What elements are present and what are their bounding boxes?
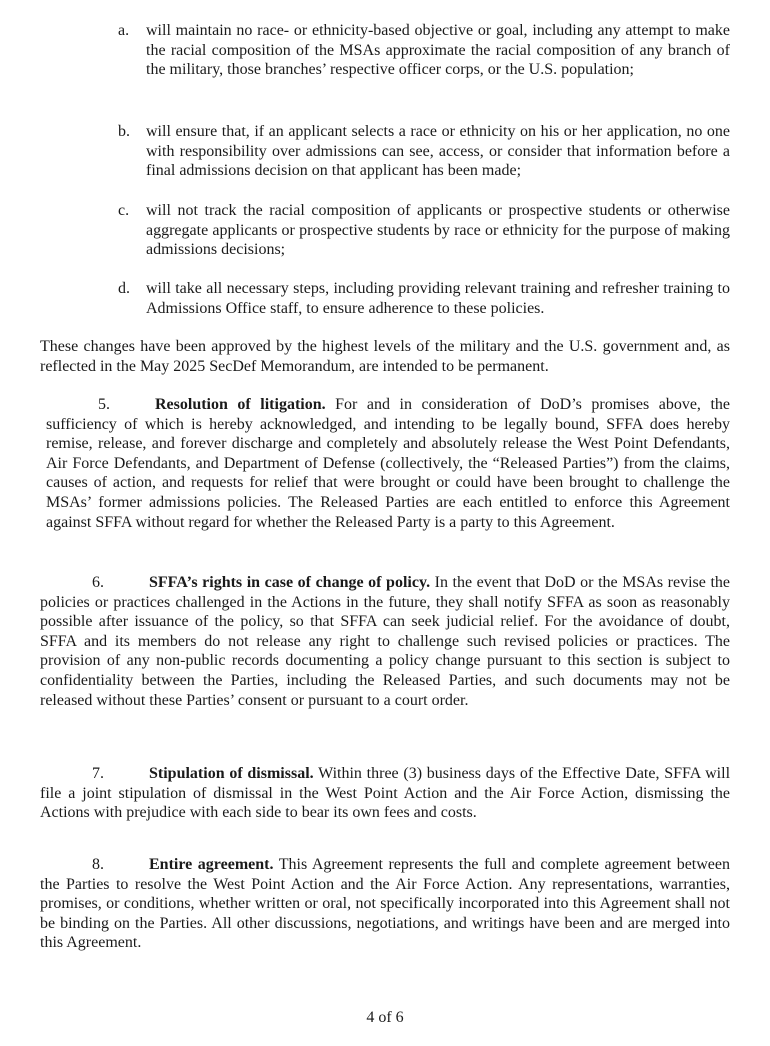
section-heading: Stipulation of dismissal.	[149, 765, 314, 782]
section-5	[46, 395, 730, 532]
list-item-c	[118, 201, 730, 260]
section-8	[40, 855, 730, 953]
list-item-b	[118, 122, 730, 181]
list-marker: a.	[118, 22, 130, 39]
section-heading: Resolution of litigation.	[155, 396, 326, 413]
section-number: 7.	[92, 765, 104, 782]
section-body: This Agreement represents the full and complete agreement between the Parties to resolve the West Point Action and the Air Force Action. Any representations, warranties, promises, or conditions, whether written or oral, not specifically incorporated into this Agreement shall not be binding on the Parties. All other discussions, negotiations, and writings have been and are merged into this Agreement.	[40, 856, 731, 952]
section-7	[40, 764, 730, 823]
section-6	[40, 573, 730, 710]
section-heading: SFFA’s rights in case of change of policy.	[149, 574, 431, 591]
list-marker: c.	[118, 202, 130, 219]
list-item-a	[118, 21, 730, 80]
list-item-text: will maintain no race- or ethnicity-based objective or goal, including any attempt to make the racial composition of the MSAs approximate the racial composition of any branch of the military, those branches’ respective officer corps, or the U.S. population;	[146, 22, 730, 79]
list-marker: d.	[118, 280, 130, 297]
section-number: 5.	[98, 396, 110, 413]
closing-paragraph: These changes have been approved by the highest levels of the military and the U.S. government and, as reflected in the May 2025 SecDef Memorandum, are intended to be permanent.	[40, 338, 730, 375]
list-item-text: will ensure that, if an applicant selects a race or ethnicity on his or her application, no one with responsibility over admissions can see, access, or consider that information before a final admissions decision on that applicant has been made;	[146, 123, 730, 180]
section-number: 6.	[92, 574, 104, 591]
list-item-text: will not track the racial composition of applicants or prospective students or otherwise aggregate applicants or prospective students by race or ethnicity for the purpose of making admissions decisions;	[146, 202, 730, 259]
section-number: 8.	[92, 856, 104, 873]
page-number: 4 of 6	[366, 1009, 404, 1026]
list-item-text: will take all necessary steps, including providing relevant training and refresher training to Admissions Office staff, to ensure adherence to these policies.	[146, 280, 730, 317]
section-body: For and in consideration of DoD’s promises above, the sufficiency of which is hereby acknowledged, and intending to be legally bound, SFFA does hereby remise, release, and forever discharge and completely and absolutely release the West Point Defendants, Air Force Defendants, and Department of Defense (collectively, the “Released Parties”) from the claims, causes of action, and requests for relief that were brought or could have been brought to challenge the MSAs’ former admissions policies. The Released Parties are each entitled to enforce this Agreement against SFFA without regard for whether the Released Party is a party to this Agreement.	[46, 396, 730, 531]
section-body: Within three (3) business days of the Effective Date, SFFA will file a joint stipulation of dismissal in the West Point Action and the Air Force Action, dismissing the Actions with prejudice with each side to bear its own fees and costs.	[40, 765, 731, 822]
list-marker: b.	[118, 123, 130, 140]
section-body: In the event that DoD or the MSAs revise the policies or practices challenged in the Actions in the future, they shall notify SFFA as soon as reasonably possible after issuance of the policy, so that SFFA can seek judicial relief. For the avoidance of doubt, SFFA and its members do not release any right to challenge such revised policies or practices. The provision of any non-public records documenting a policy change pursuant to this section is subject to confidentiality between the Parties, including the Released Parties, and such documents may not be released without these Parties’ consent or pursuant to a court order.	[40, 574, 731, 709]
section-heading: Entire agreement.	[149, 856, 274, 873]
list-item-d	[118, 279, 730, 318]
